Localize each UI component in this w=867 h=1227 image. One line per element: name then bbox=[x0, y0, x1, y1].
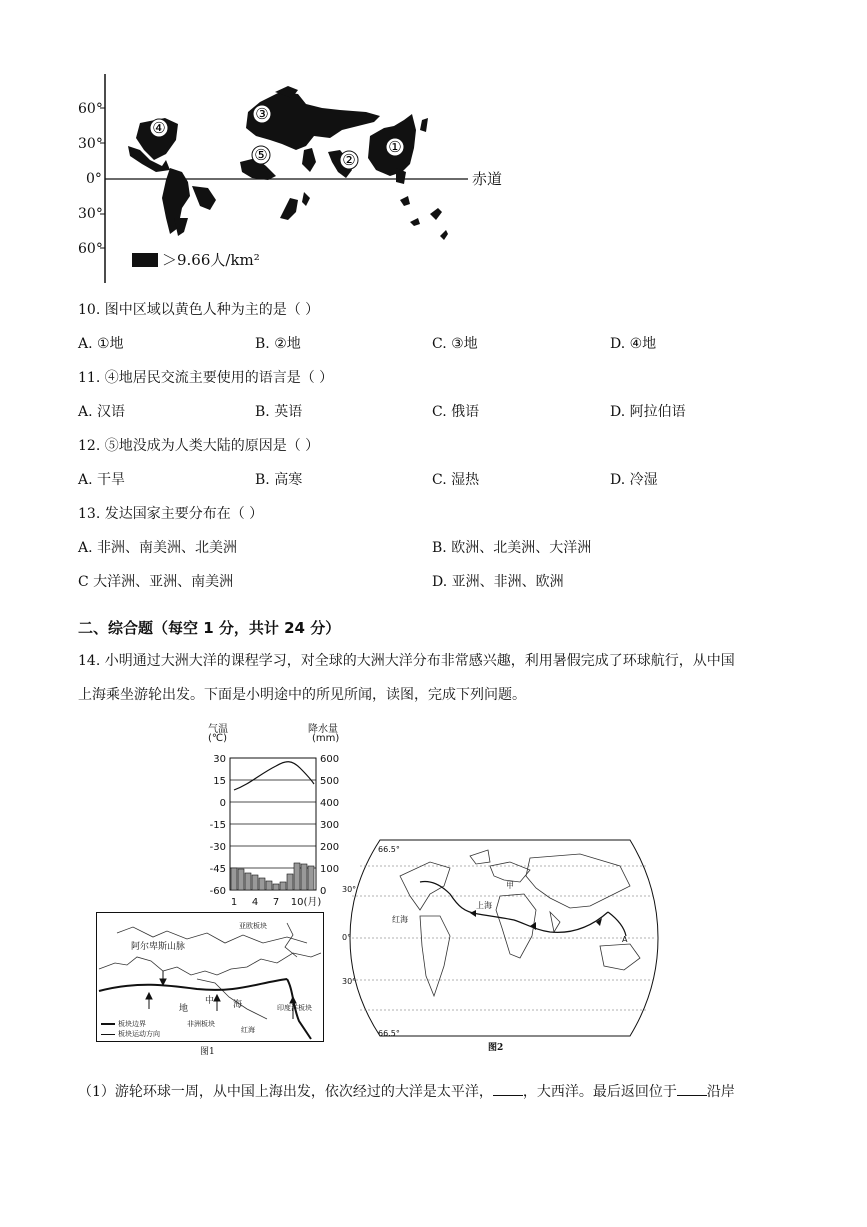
world-lat-66s: 66.5° bbox=[378, 1029, 400, 1038]
precip-tick-500: 500 bbox=[320, 776, 340, 787]
month-tick-7: 7 bbox=[272, 897, 280, 908]
temp-tick-m45: -45 bbox=[209, 864, 226, 875]
question-10-stem: 10. 图中区域以黄色人种为主的是（ ） bbox=[78, 302, 320, 318]
precip-tick-100: 100 bbox=[320, 864, 340, 875]
question-11-stem: 11. ④地居民交流主要使用的语言是（ ） bbox=[78, 370, 334, 386]
label-point-a: A bbox=[622, 935, 628, 944]
answer-blank-1[interactable] bbox=[493, 1082, 523, 1096]
q10-option-a: A. ①地 bbox=[78, 336, 124, 352]
legend-swatch bbox=[132, 253, 158, 267]
temp-unit: (℃) bbox=[208, 733, 228, 744]
answer-blank-2[interactable] bbox=[677, 1082, 707, 1096]
label-jia: 甲 bbox=[506, 881, 514, 890]
section-heading: 二、综合题（每空 1 分，共计 24 分） bbox=[78, 619, 341, 637]
marker-3: ③ bbox=[255, 105, 269, 123]
q12-option-b: B. 高寒 bbox=[255, 472, 303, 488]
temp-tick-m60: -60 bbox=[209, 886, 226, 897]
lat-label-30n: 30° bbox=[78, 136, 103, 152]
label-di: 地 bbox=[179, 1004, 189, 1014]
lat-label-60s: 60° bbox=[78, 241, 103, 257]
precip-tick-300: 300 bbox=[320, 820, 340, 831]
question-13-stem: 13. 发达国家主要分布在（ ） bbox=[78, 506, 264, 522]
lat-label-0: 0° bbox=[86, 171, 102, 187]
figure-1-plate-map bbox=[96, 912, 324, 1042]
q14-sub1-text-a: （1）游轮环球一周，从中国上海出发，依次经过的大洋是太平洋， bbox=[78, 1084, 493, 1100]
precip-unit: (mm) bbox=[312, 733, 340, 744]
marker-4: ④ bbox=[152, 119, 166, 137]
temp-tick-0: 0 bbox=[219, 798, 226, 809]
label-hai: 海 bbox=[233, 1000, 243, 1010]
q13-option-d: D. 亚洲、非洲、欧洲 bbox=[432, 574, 564, 590]
figure-1-caption: 图1 bbox=[200, 1047, 215, 1057]
lat-label-30s: 30° bbox=[78, 206, 103, 222]
equator-label: 赤道 bbox=[472, 170, 503, 188]
temp-title: 气温 bbox=[208, 724, 228, 735]
marker-5: ⑤ bbox=[254, 146, 268, 164]
q14-sub1-text-b: ，大西洋。最后返回位于 bbox=[522, 1084, 677, 1100]
q11-option-c: C. 俄语 bbox=[432, 404, 480, 420]
q10-option-b: B. ②地 bbox=[255, 336, 301, 352]
label-shanghai: 上海 bbox=[476, 901, 492, 910]
q14-sub1-text-c: 沿岸 bbox=[706, 1084, 735, 1100]
q11-option-b: B. 英语 bbox=[255, 404, 303, 420]
world-lat-66n: 66.5° bbox=[378, 845, 400, 854]
temp-tick-m15: -15 bbox=[209, 820, 226, 831]
q14-intro-line1: 14. 小明通过大洲大洋的课程学习，对全球的大洲大洋分布非常感兴趣，利用暑假完成了环球航行，从中国 bbox=[78, 653, 735, 669]
q14-sub1 bbox=[78, 1082, 735, 1101]
map-legend-text: ＞9.66人/km² bbox=[162, 251, 260, 269]
q14-intro-line2: 上海乘坐游轮出发。下面是小明途中的所见所闻，读图，完成下列问题。 bbox=[78, 687, 526, 703]
marker-2: ② bbox=[342, 151, 356, 169]
label-african-plate: 非洲板块 bbox=[187, 1020, 215, 1028]
precip-title: 降水量 bbox=[308, 724, 338, 735]
q12-option-c: C. 湿热 bbox=[432, 472, 480, 488]
q11-option-d: D. 阿拉伯语 bbox=[610, 404, 686, 420]
precip-tick-200: 200 bbox=[320, 842, 340, 853]
world-lat-30n: 30° bbox=[342, 885, 357, 894]
label-red-sea-fig2: 红海 bbox=[392, 915, 408, 924]
legend-boundary: 板块边界 bbox=[118, 1020, 146, 1028]
label-eurasian-plate: 亚欧板块 bbox=[239, 922, 267, 930]
figure-2-caption: 图2 bbox=[488, 1043, 504, 1053]
q13-option-a: A. 非洲、南美洲、北美洲 bbox=[78, 540, 238, 556]
population-density-map bbox=[70, 68, 510, 288]
temp-tick-m30: -30 bbox=[209, 842, 226, 853]
figure-2-world-map bbox=[340, 836, 668, 1042]
precip-tick-400: 400 bbox=[320, 798, 340, 809]
question-12-stem: 12. ⑤地没成为人类大陆的原因是（ ） bbox=[78, 438, 320, 454]
world-lat-30s: 30° bbox=[342, 977, 357, 986]
label-red-sea: 红海 bbox=[241, 1026, 255, 1034]
world-lat-0: 0° bbox=[342, 933, 352, 942]
precip-tick-600: 600 bbox=[320, 754, 340, 765]
temp-tick-30: 30 bbox=[213, 754, 226, 765]
temp-tick-15: 15 bbox=[213, 776, 226, 787]
precip-tick-0: 0 bbox=[320, 886, 327, 897]
legend-direction: 板块运动方向 bbox=[118, 1030, 160, 1038]
label-indian-plate: 印度洋板块 bbox=[277, 1004, 312, 1012]
marker-1: ① bbox=[388, 138, 402, 156]
q12-option-d: D. 冷湿 bbox=[610, 472, 658, 488]
label-alps: 阿尔卑斯山脉 bbox=[131, 942, 186, 952]
month-tick-10: 10(月) bbox=[290, 897, 322, 908]
q10-option-d: D. ④地 bbox=[610, 336, 657, 352]
q11-option-a: A. 汉语 bbox=[78, 404, 126, 420]
climate-chart bbox=[200, 720, 350, 910]
q13-option-c: C 大洋洲、亚洲、南美洲 bbox=[78, 574, 234, 590]
month-tick-1: 1 bbox=[230, 897, 238, 908]
q10-option-c: C. ③地 bbox=[432, 336, 478, 352]
q13-option-b: B. 欧洲、北美洲、大洋洲 bbox=[432, 540, 592, 556]
label-zhong: 中 bbox=[205, 996, 215, 1006]
month-tick-4: 4 bbox=[251, 897, 259, 908]
lat-label-60n: 60° bbox=[78, 101, 103, 117]
q12-option-a: A. 干旱 bbox=[78, 472, 126, 488]
